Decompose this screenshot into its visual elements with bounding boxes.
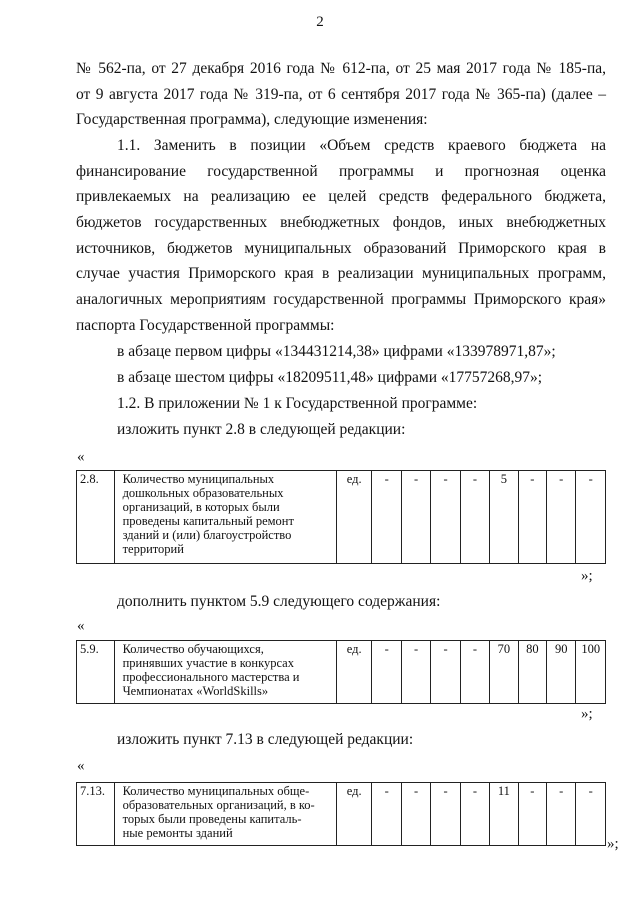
desc-line: профессионального мастерства и <box>122 670 300 684</box>
desc-line: ные ремонты зданий <box>122 826 233 840</box>
item-1-1-line-7: аналогичных мероприятиям государственной программы Приморского края» <box>76 291 606 308</box>
row-value: 70 <box>490 641 518 704</box>
row-value: - <box>372 471 401 564</box>
row-value: - <box>431 471 460 564</box>
intro-line-3: Государственная программа), следующие изменения: <box>76 111 428 128</box>
close-quote-2: »; <box>581 706 593 722</box>
item-1-1-line-2: финансирование государственной программы и прогнозная оценка <box>76 163 606 180</box>
desc-line: Чемпионатах «WorldSkills» <box>122 684 269 698</box>
desc-line: проведены капитальный ремонт <box>122 514 294 528</box>
row-value: 5 <box>490 471 518 564</box>
instruction-7-13: изложить пункт 7.13 в следующей редакции: <box>117 731 414 748</box>
row-value: - <box>547 783 576 846</box>
item-1-2: 1.2. В приложении № 1 к Государственной программе: <box>117 395 478 412</box>
row-value: - <box>460 783 489 846</box>
desc-line: Количество муниципальных <box>122 472 275 486</box>
close-quote-1: »; <box>581 568 593 584</box>
desc-line: территорий <box>122 542 184 556</box>
item-1-1-line-5: источников, бюджетов муниципальных образований Приморского края в <box>76 240 606 257</box>
row-number: 2.8. <box>77 471 115 564</box>
para-first: в абзаце первом цифры «134431214,38» цифрами «133978971,87»; <box>117 343 556 360</box>
row-value: 100 <box>576 641 606 704</box>
row-description <box>114 471 336 564</box>
para-sixth: в абзаце шестом цифры «18209511,48» цифрами «17757268,97»; <box>117 369 543 386</box>
item-1-1-line-4: бюджетов государственных внебюджетных фондов, иных внебюджетных <box>76 214 606 231</box>
row-value: - <box>431 641 460 704</box>
row-value: - <box>576 471 606 564</box>
row-value: - <box>372 783 401 846</box>
table-row-7-13 <box>76 782 606 846</box>
intro-line-1: № 562-па, от 27 декабря 2016 года № 612-па, от 25 мая 2017 года № 185-па, <box>76 60 606 77</box>
row-value: - <box>576 783 606 846</box>
row-value: - <box>518 471 546 564</box>
row-value: 90 <box>547 641 576 704</box>
desc-line: торых были проведены капиталь- <box>122 812 302 826</box>
row-description <box>114 783 336 846</box>
instruction-2-8: изложить пункт 2.8 в следующей редакции: <box>117 421 406 438</box>
desc-line: принявших участие в конкурсах <box>122 656 294 670</box>
row-unit: ед. <box>336 641 372 704</box>
row-description <box>114 641 336 704</box>
row-unit: ед. <box>336 471 372 564</box>
row-number: 7.13. <box>77 783 115 846</box>
row-value: - <box>401 641 430 704</box>
row-value: - <box>460 471 489 564</box>
intro-line-2: от 9 августа 2017 года № 319-па, от 6 сентября 2017 года № 365-па) (далее – <box>76 86 606 103</box>
row-value: - <box>431 783 460 846</box>
row-number: 5.9. <box>77 641 115 704</box>
table-row-2-8 <box>76 470 606 564</box>
item-1-1-line-3: привлекаемых на реализацию ее целей средств федерального бюджета, <box>76 188 606 205</box>
row-value: - <box>518 783 546 846</box>
item-1-1-line-1: 1.1. Заменить в позиции «Объем средств краевого бюджета на <box>117 137 606 154</box>
open-quote-3: « <box>77 758 85 774</box>
instruction-5-9: дополнить пунктом 5.9 следующего содержания: <box>117 593 441 610</box>
open-quote-1: « <box>77 449 85 465</box>
row-value: - <box>547 471 576 564</box>
table-row-5-9 <box>76 640 606 704</box>
desc-line: образовательных организаций, в ко- <box>122 798 315 812</box>
row-value: - <box>372 641 401 704</box>
item-1-1-line-6: случае участия Приморского края в реализации муниципальных программ, <box>76 265 606 282</box>
desc-line: Количество муниципальных обще- <box>122 784 310 798</box>
row-value: - <box>401 471 430 564</box>
open-quote-2: « <box>77 618 85 634</box>
close-quote-3: »; <box>607 836 619 852</box>
row-value: 80 <box>518 641 546 704</box>
page-number: 2 <box>316 14 324 30</box>
desc-line: организаций, в которых были <box>122 500 280 514</box>
item-1-1-line-8: паспорта Государственной программы: <box>76 317 335 334</box>
row-value: - <box>460 641 489 704</box>
desc-line: дошкольных образовательных <box>122 486 284 500</box>
row-unit: ед. <box>336 783 372 846</box>
row-value: 11 <box>490 783 518 846</box>
desc-line: Количество обучающихся, <box>122 642 264 656</box>
row-value: - <box>401 783 430 846</box>
desc-line: зданий и (или) благоустройство <box>122 528 292 542</box>
